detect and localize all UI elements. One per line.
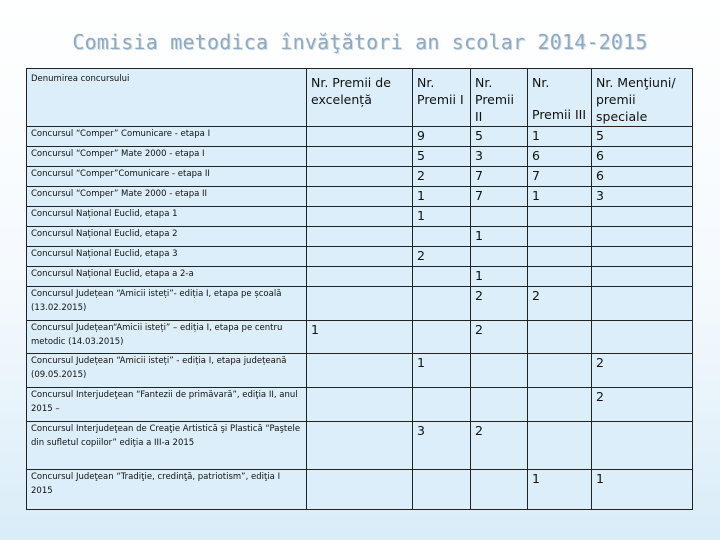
third-prize-count xyxy=(528,227,592,247)
table-row xyxy=(27,227,693,247)
first-prize-count: 1 xyxy=(413,354,471,388)
contest-table xyxy=(26,68,693,510)
mention-count: 2 xyxy=(592,354,693,388)
mention-count xyxy=(592,422,693,470)
third-prize-count: 6 xyxy=(528,147,592,167)
table-header-row xyxy=(27,69,693,127)
second-prize-count: 2 xyxy=(471,321,528,354)
header-mentions: Nr. Menţiuni/ premii speciale xyxy=(592,69,693,127)
second-prize-count: 7 xyxy=(471,167,528,187)
second-prize-count xyxy=(471,247,528,267)
table-row xyxy=(27,247,693,267)
first-prize-count: 2 xyxy=(413,167,471,187)
table-row xyxy=(27,127,693,147)
second-prize-count xyxy=(471,470,528,510)
first-prize-count: 1 xyxy=(413,187,471,207)
excellence-count xyxy=(307,388,413,422)
third-prize-count xyxy=(528,388,592,422)
mention-count xyxy=(592,227,693,247)
contest-name: Concursul Județean “Amicii isteți” - ediția I, etapa județeană (09.05.2015) xyxy=(27,354,307,388)
contest-name: Concursul Național Euclid, etapa 3 xyxy=(27,247,307,267)
table-row xyxy=(27,354,693,388)
table-row xyxy=(27,207,693,227)
first-prize-count: 5 xyxy=(413,147,471,167)
header-third-prizes-label: Premii III xyxy=(532,107,587,122)
mention-count: 2 xyxy=(592,388,693,422)
table-row xyxy=(27,422,693,470)
first-prize-count xyxy=(413,227,471,247)
first-prize-count xyxy=(413,470,471,510)
second-prize-count: 5 xyxy=(471,127,528,147)
table-row xyxy=(27,470,693,510)
mention-count: 6 xyxy=(592,167,693,187)
mention-count: 6 xyxy=(592,147,693,167)
first-prize-count: 3 xyxy=(413,422,471,470)
third-prize-count xyxy=(528,354,592,388)
contest-name: Concursul Național Euclid, etapa 2 xyxy=(27,227,307,247)
first-prize-count: 2 xyxy=(413,247,471,267)
third-prize-count: 1 xyxy=(528,127,592,147)
first-prize-count xyxy=(413,321,471,354)
first-prize-count xyxy=(413,388,471,422)
contest-name: Concursul Judeţean “Tradiţie, credinţă, patriotism”, ediţia I 2015 xyxy=(27,470,307,510)
contest-name: Concursul “Comper”Comunicare - etapa II xyxy=(27,167,307,187)
table-row xyxy=(27,187,693,207)
excellence-count xyxy=(307,127,413,147)
third-prize-count xyxy=(528,267,592,287)
contest-name: Concursul Interjudeţean de Creaţie Artistică şi Plastică “Paştele din sufletul copiilor” ediţia a III-a 2015 xyxy=(27,422,307,470)
contest-name: Concursul “Comper” Mate 2000 - etapa I xyxy=(27,147,307,167)
second-prize-count: 2 xyxy=(471,422,528,470)
excellence-count xyxy=(307,227,413,247)
mention-count xyxy=(592,207,693,227)
mention-count xyxy=(592,267,693,287)
second-prize-count: 1 xyxy=(471,267,528,287)
third-prize-count: 1 xyxy=(528,470,592,510)
table-row xyxy=(27,287,693,321)
table-row xyxy=(27,267,693,287)
page-title: Comisia metodica învăţători an scolar 2014-2015 xyxy=(72,30,648,54)
excellence-count: 1 xyxy=(307,321,413,354)
mention-count: 5 xyxy=(592,127,693,147)
mention-count: 1 xyxy=(592,470,693,510)
contest-name: Concursul Județean“Amicii isteți” – ediția I, etapa pe centru metodic (14.03.2015) xyxy=(27,321,307,354)
header-excellence-prizes: Nr. Premii de excelență xyxy=(307,69,413,127)
second-prize-count xyxy=(471,354,528,388)
first-prize-count: 1 xyxy=(413,207,471,227)
second-prize-count: 3 xyxy=(471,147,528,167)
first-prize-count xyxy=(413,287,471,321)
contest-name: Concursul “Comper” Mate 2000 - etapa II xyxy=(27,187,307,207)
second-prize-count: 2 xyxy=(471,287,528,321)
mention-count xyxy=(592,247,693,267)
contest-name: Concursul Național Euclid, etapa 1 xyxy=(27,207,307,227)
excellence-count xyxy=(307,470,413,510)
excellence-count xyxy=(307,187,413,207)
excellence-count xyxy=(307,354,413,388)
second-prize-count: 7 xyxy=(471,187,528,207)
excellence-count xyxy=(307,207,413,227)
third-prize-count: 1 xyxy=(528,187,592,207)
mention-count: 3 xyxy=(592,187,693,207)
second-prize-count xyxy=(471,207,528,227)
header-third-prizes xyxy=(528,69,592,127)
table-row xyxy=(27,147,693,167)
header-contest-name: Denumirea concursului xyxy=(27,69,307,127)
table-row xyxy=(27,321,693,354)
excellence-count xyxy=(307,287,413,321)
table-row xyxy=(27,167,693,187)
mention-count xyxy=(592,287,693,321)
second-prize-count xyxy=(471,388,528,422)
table-row xyxy=(27,388,693,422)
contest-name: Concursul Județean “Amicii isteți”- ediția I, etapa pe școală (13.02.2015) xyxy=(27,287,307,321)
contest-name: Concursul “Comper” Comunicare - etapa I xyxy=(27,127,307,147)
excellence-count xyxy=(307,247,413,267)
contest-name: Concursul Interjudeţean “Fantezii de primăvară”, ediţia II, anul 2015 – xyxy=(27,388,307,422)
header-first-prizes: Nr. Premii I xyxy=(413,69,471,127)
excellence-count xyxy=(307,167,413,187)
excellence-count xyxy=(307,267,413,287)
third-prize-count: 2 xyxy=(528,287,592,321)
first-prize-count: 9 xyxy=(413,127,471,147)
mention-count xyxy=(592,321,693,354)
contest-name: Concursul Național Euclid, etapa a 2-a xyxy=(27,267,307,287)
third-prize-count xyxy=(528,247,592,267)
excellence-count xyxy=(307,147,413,167)
header-third-prizes-nr: Nr. xyxy=(532,75,550,90)
third-prize-count: 7 xyxy=(528,167,592,187)
header-second-prizes: Nr. Premii II xyxy=(471,69,528,127)
second-prize-count: 1 xyxy=(471,227,528,247)
third-prize-count xyxy=(528,422,592,470)
first-prize-count xyxy=(413,267,471,287)
third-prize-count xyxy=(528,321,592,354)
excellence-count xyxy=(307,422,413,470)
third-prize-count xyxy=(528,207,592,227)
